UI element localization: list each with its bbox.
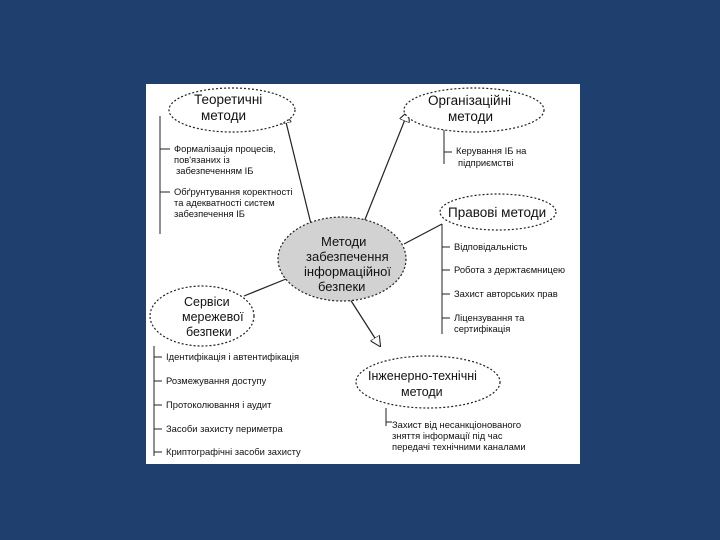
- center-node: [278, 217, 406, 301]
- node-engineering-technical-methods: [356, 356, 526, 452]
- theoretical-item-2-line-3: забезпечення ІБ: [174, 208, 245, 219]
- organizational-item-1-line-1: Керування ІБ на: [456, 145, 527, 156]
- theoretical-title-line-2: методи: [201, 108, 247, 123]
- theoretical-item-1-line-1: Формалізація процесів,: [174, 143, 276, 154]
- network-item-1: Ідентифікація і автентифікація: [166, 351, 300, 362]
- center-label-line-1: Методи: [321, 234, 367, 249]
- node-theoretical-methods: [160, 88, 295, 234]
- theoretical-item-2-line-1: Обґрунтування коректності: [174, 186, 293, 197]
- legal-item-3: Захист авторських прав: [454, 288, 558, 299]
- connector-network: [244, 279, 286, 296]
- legal-item-2: Робота з держтаємницею: [454, 264, 566, 275]
- engineering-title-line-2: методи: [401, 385, 443, 399]
- connector-engineering: [348, 296, 380, 346]
- connector-organizational: [364, 112, 408, 222]
- engineering-title-line-1: Інженерно-технічні: [368, 369, 477, 383]
- network-title-line-3: безпеки: [186, 325, 232, 339]
- network-item-5: Криптографічні засоби захисту: [166, 446, 301, 457]
- network-title-line-2: мережевої: [182, 310, 244, 324]
- legal-item-4-line-1: Ліцензування та: [454, 312, 525, 323]
- center-label-line-4: безпеки: [318, 279, 366, 294]
- theoretical-item-1-line-2: пов'язаних із: [174, 154, 230, 165]
- engineering-item-1-line-3: передачі технічними каналами: [392, 441, 526, 452]
- legal-item-1: Відповідальність: [454, 241, 528, 252]
- theoretical-title-line-1: Теоретичні: [194, 92, 263, 107]
- connector-theoretical: [284, 114, 311, 224]
- legal-item-4-line-2: сертифікація: [454, 323, 511, 334]
- node-network-security-services: [150, 286, 301, 457]
- network-title-line-1: Сервіси: [184, 295, 230, 309]
- center-label-line-2: забезпечення: [306, 249, 389, 264]
- mind-map-diagram: [146, 84, 580, 464]
- organizational-title-line-2: методи: [448, 109, 494, 124]
- theoretical-item-2-line-2: та адекватності систем: [174, 197, 275, 208]
- network-item-2: Розмежування доступу: [166, 375, 267, 386]
- engineering-item-1-line-1: Захист від несанкціонованого: [392, 419, 522, 430]
- theoretical-item-1-line-3: забезпеченням ІБ: [176, 165, 254, 176]
- organizational-title-line-1: Організаційні: [428, 93, 512, 108]
- connector-legal: [404, 224, 442, 244]
- center-label-line-3: інформаційної: [304, 264, 392, 279]
- network-item-4: Засоби захисту периметра: [166, 423, 283, 434]
- network-item-3: Протоколювання і аудит: [166, 399, 272, 410]
- diagram-card: [146, 84, 580, 464]
- legal-title-line-1: Правові методи: [448, 205, 547, 220]
- node-organizational-methods: [404, 88, 544, 168]
- organizational-item-1-line-2: підприємстві: [458, 157, 514, 168]
- node-legal-methods: [440, 194, 565, 334]
- engineering-item-1-line-2: зняття інформації під час: [392, 430, 503, 441]
